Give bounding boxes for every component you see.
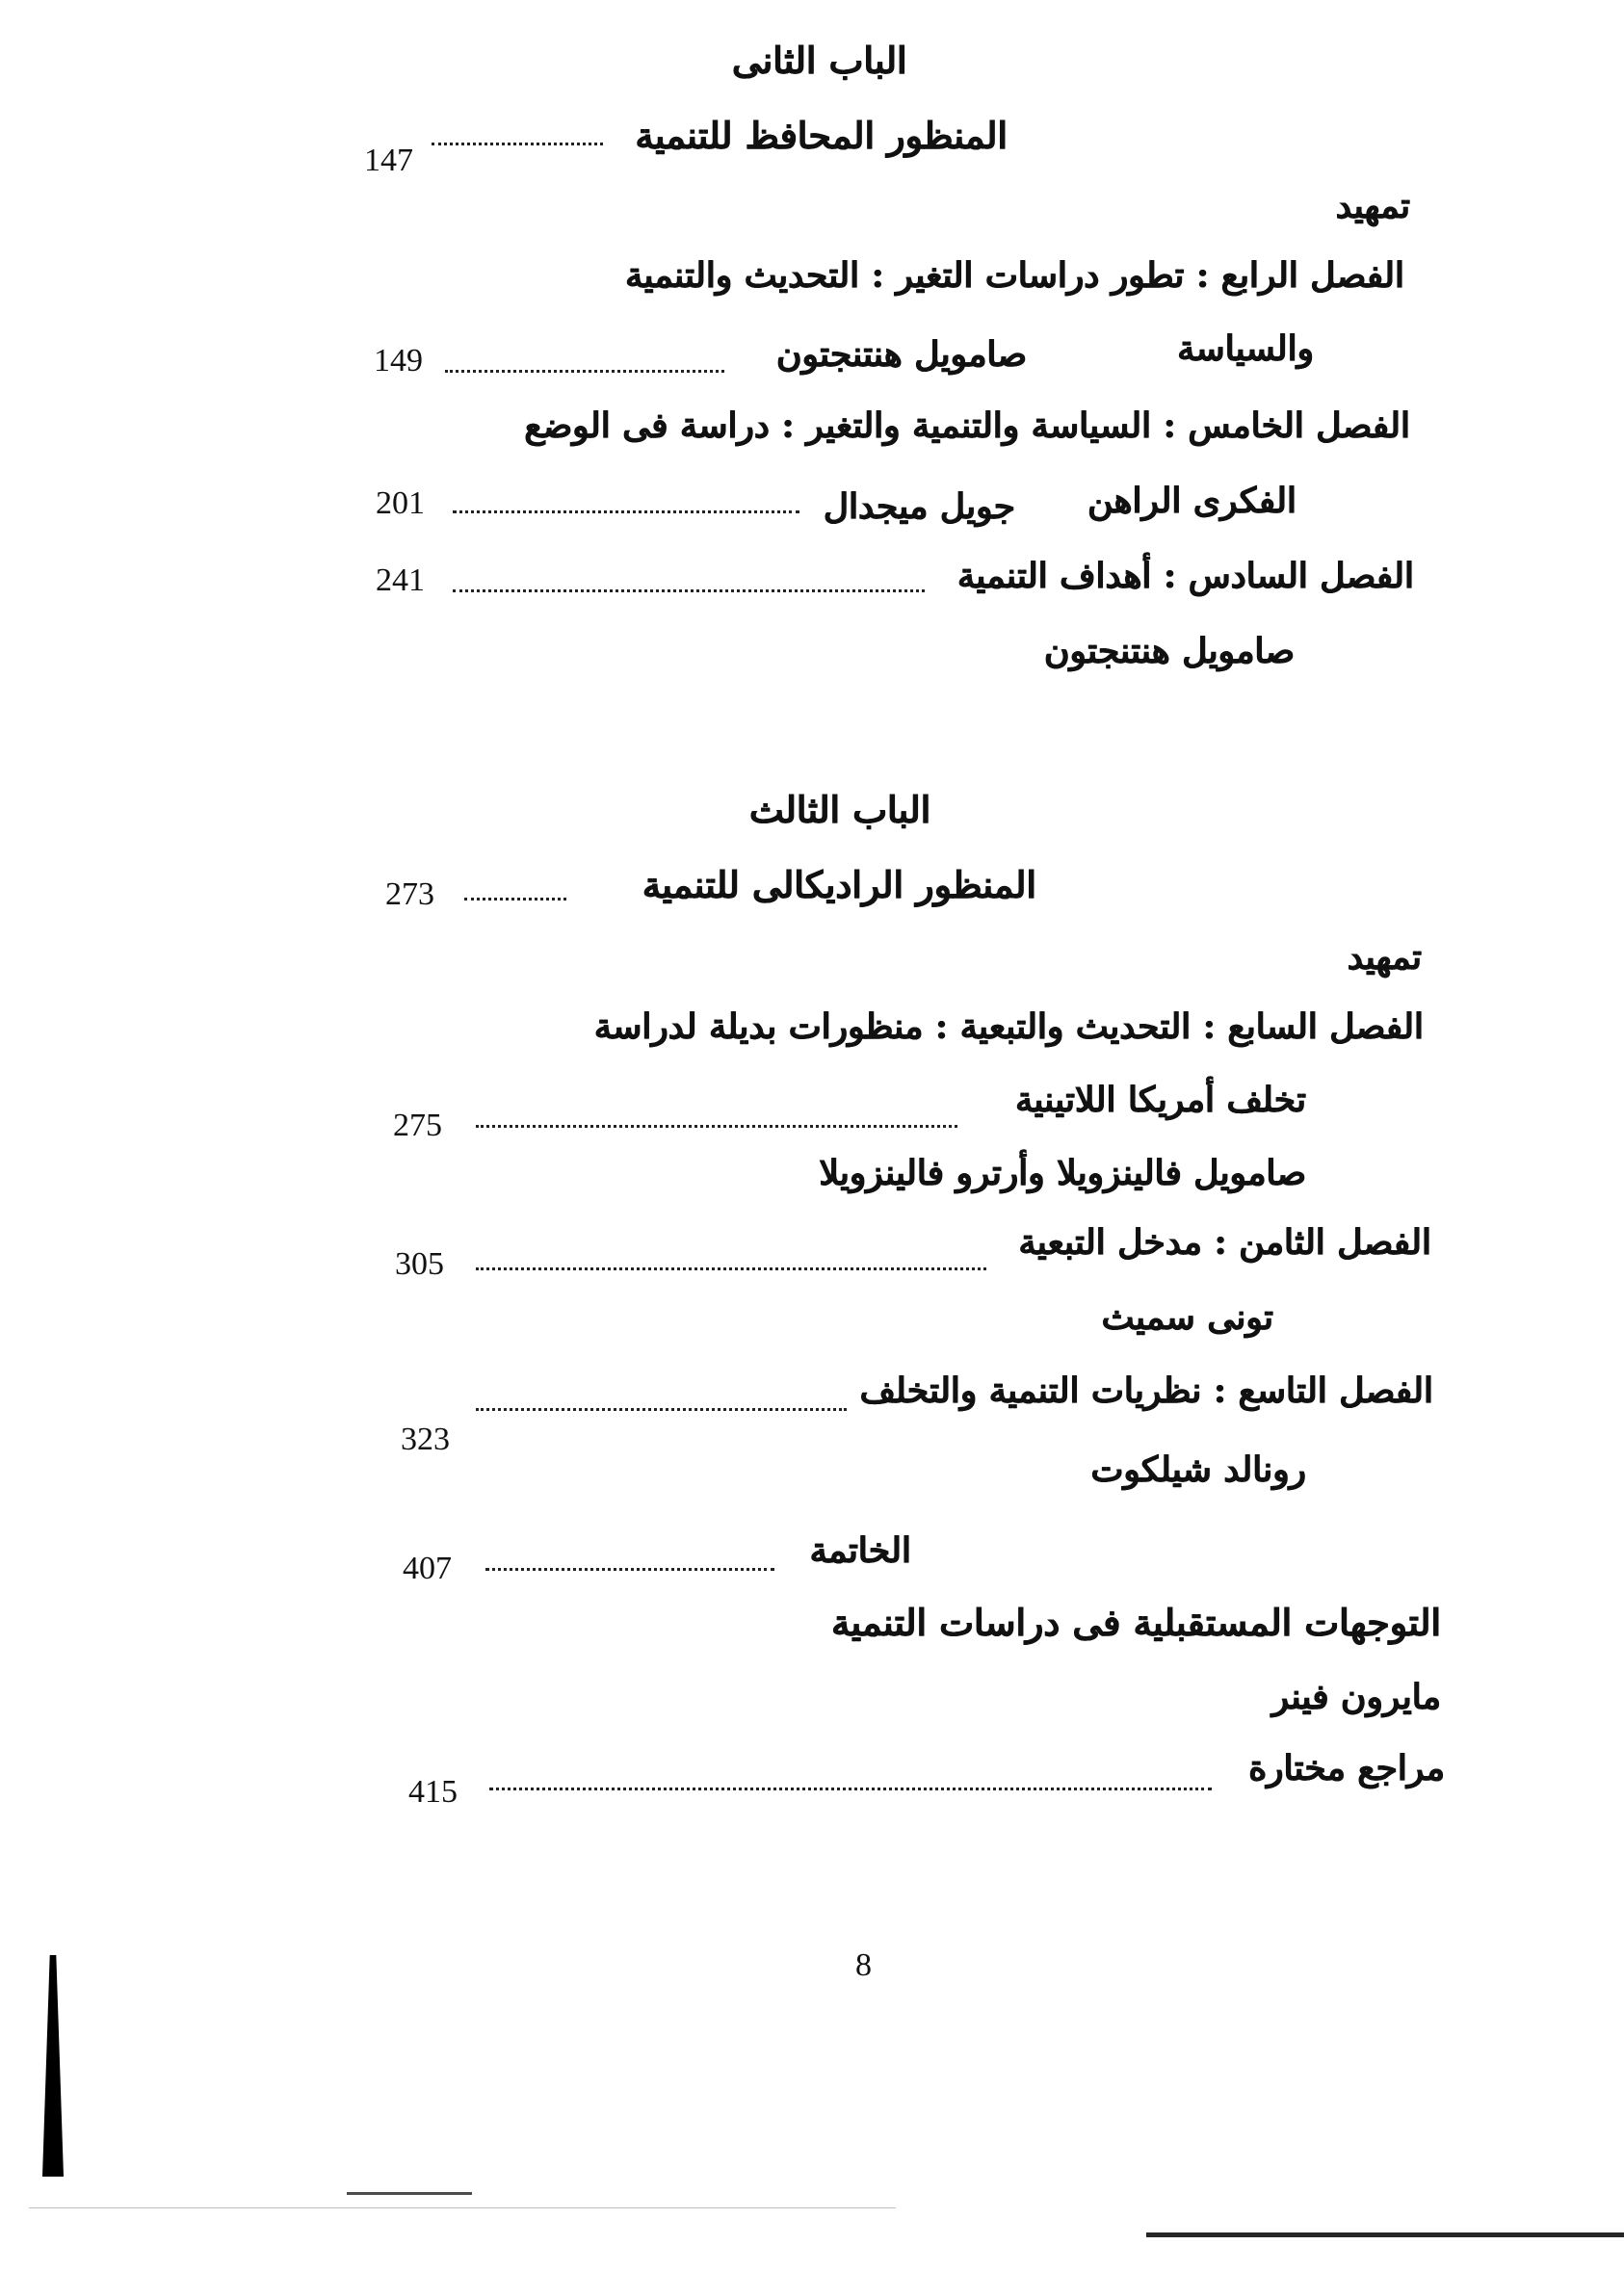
section3-title-leader: [464, 898, 566, 901]
section2-title-page: 147: [364, 143, 413, 178]
chapter6-page: 241: [376, 562, 425, 598]
chapter7-leader: [476, 1125, 957, 1128]
references-leader: [489, 1788, 1212, 1790]
section3-heading: الباب الثالث: [749, 788, 931, 831]
section3-title: المنظور الراديكالى للتنمية: [642, 863, 1036, 906]
chapter9-leader: [476, 1408, 847, 1411]
chapter7-author: صامويل فالينزويلا وأرترو فالينزويلا: [819, 1153, 1306, 1193]
chapter5-title-line2: الفكرى الراهن: [1087, 481, 1297, 521]
chapter8-author: تونى سميث: [1101, 1297, 1273, 1338]
future-directions-author: مايرون فينر: [1271, 1677, 1441, 1717]
chapter4-title-line2: والسياسة: [1177, 328, 1314, 369]
chapter8-page: 305: [395, 1246, 444, 1282]
chapter5-leader: [453, 510, 799, 513]
scan-edge-mark: [42, 1955, 64, 2177]
chapter4-title-line1: الفصل الرابع : تطور دراسات التغير : التحديث والتنمية: [625, 255, 1404, 296]
chapter8-leader: [476, 1267, 986, 1270]
chapter4-page: 149: [374, 343, 423, 378]
scan-bottom-faint-line: [29, 2207, 896, 2208]
chapter7-page: 275: [393, 1108, 442, 1143]
chapter7-title-line1: الفصل السابع : التحديث والتبعية : منظورات بديلة لدراسة: [593, 1006, 1424, 1047]
chapter4-leader: [445, 370, 724, 373]
conclusion-leader: [485, 1568, 774, 1571]
chapter9-author: رونالد شيلكوت: [1090, 1449, 1306, 1490]
conclusion-page: 407: [403, 1551, 452, 1586]
section2-title: المنظور المحافظ للتنمية: [635, 114, 1008, 157]
page-number: 8: [855, 1947, 872, 1983]
chapter9-page: 323: [401, 1422, 450, 1457]
section2-title-leader: [432, 143, 603, 145]
chapter4-author: صامويل هنتنجتون: [776, 334, 1027, 375]
chapter9-title-line1: الفصل التاسع : نظريات التنمية والتخلف: [859, 1370, 1433, 1411]
section2-heading: الباب الثانى: [732, 39, 907, 82]
chapter6-author: صامويل هنتنجتون: [1044, 631, 1295, 671]
future-directions-title: التوجهات المستقبلية فى دراسات التنمية: [831, 1601, 1441, 1644]
conclusion-title: الخاتمة: [809, 1530, 911, 1571]
scan-bottom-streak-right: [1146, 2232, 1624, 2237]
section3-intro: تمهيد: [1347, 937, 1422, 978]
references-page: 415: [408, 1774, 458, 1810]
scan-bottom-streak-left: [347, 2192, 472, 2195]
chapter5-title-line1: الفصل الخامس : السياسة والتنمية والتغير : دراسة فى الوضع: [524, 405, 1410, 446]
chapter5-author: جويل ميجدال: [823, 486, 1015, 527]
section2-intro: تمهيد: [1335, 186, 1410, 226]
references-title: مراجع مختارة: [1248, 1748, 1445, 1788]
chapter7-title-line2: تخلف أمريكا اللاتينية: [1015, 1080, 1306, 1120]
section3-title-page: 273: [385, 876, 434, 912]
chapter6-title-line1: الفصل السادس : أهداف التنمية: [957, 556, 1414, 596]
chapter8-title-line1: الفصل الثامن : مدخل التبعية: [1018, 1222, 1431, 1263]
chapter5-page: 201: [376, 485, 425, 521]
chapter6-leader: [453, 589, 925, 592]
